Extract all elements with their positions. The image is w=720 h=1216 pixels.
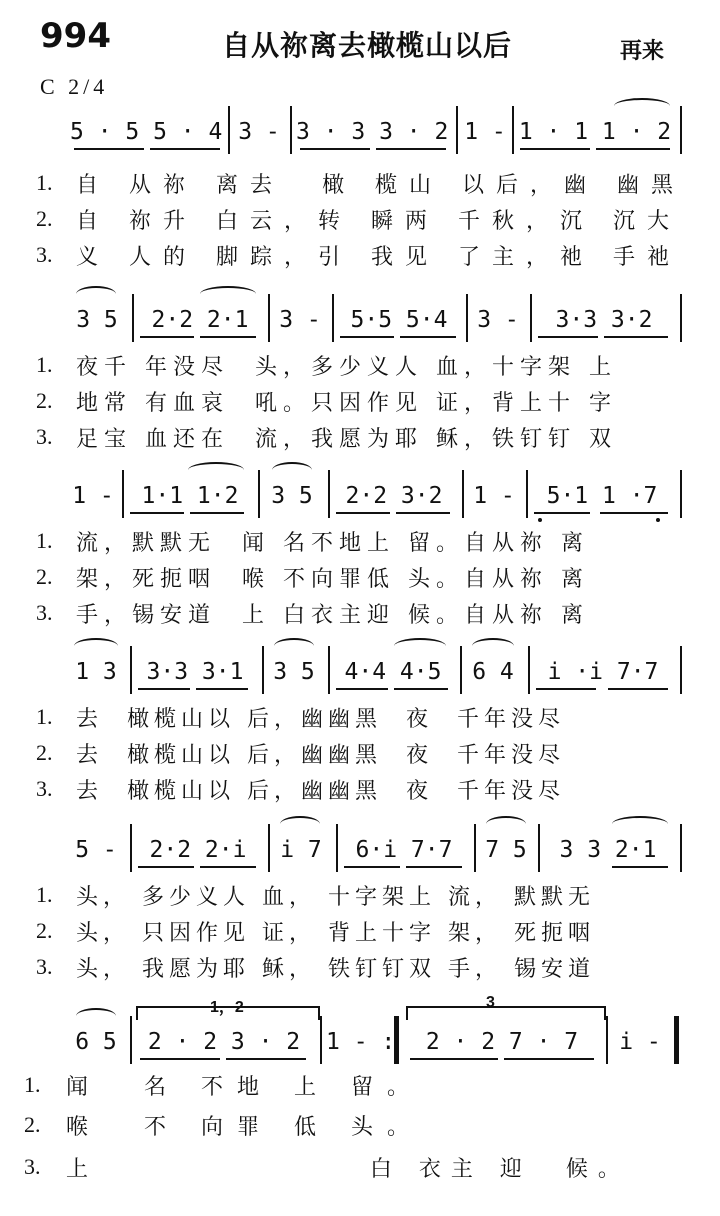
measure: i - bbox=[619, 1029, 661, 1055]
lyric-line bbox=[0, 1152, 720, 1188]
lyric-text: 自 祢升 白云，转 瞬两 千秋，沉 沉大 bbox=[76, 209, 681, 234]
verse-number: 2. bbox=[36, 564, 53, 589]
measure: 3 - bbox=[238, 119, 280, 145]
notation-staff bbox=[0, 468, 720, 524]
beam bbox=[410, 1058, 498, 1060]
beam bbox=[396, 512, 450, 514]
beam bbox=[190, 512, 244, 514]
measure: 2 · 2 7 · 7 bbox=[425, 1029, 579, 1055]
measure: 3 - bbox=[477, 307, 519, 333]
lyric-line bbox=[0, 562, 720, 598]
beam bbox=[140, 1058, 220, 1060]
lower-octave-dot bbox=[656, 518, 660, 522]
lyric-line bbox=[0, 702, 720, 738]
verse-number: 3. bbox=[36, 242, 53, 267]
lyric-text: 架，死扼咽 喉 不向罪低 头。自从祢 离 bbox=[76, 567, 589, 592]
slur bbox=[272, 462, 312, 478]
lyric-line bbox=[0, 422, 720, 458]
verse-number: 2. bbox=[36, 206, 53, 231]
measure: 3 - bbox=[279, 307, 321, 333]
beam bbox=[140, 336, 194, 338]
lyric-line bbox=[0, 240, 720, 276]
barline bbox=[680, 106, 682, 154]
barline bbox=[528, 646, 530, 694]
hymn-number: 994 bbox=[40, 16, 111, 56]
beam bbox=[536, 688, 596, 690]
lyric-text: 上 白 衣主 迎 候。 bbox=[66, 1157, 630, 1182]
notation-staff bbox=[0, 994, 720, 1070]
barline bbox=[530, 294, 532, 342]
lyric-line bbox=[0, 1110, 720, 1146]
volta-label: 1，2 bbox=[210, 999, 244, 1016]
measure: 3 5 bbox=[273, 659, 315, 685]
lyric-line bbox=[0, 526, 720, 562]
lyric-text: 地常 有血哀 吼。只因作见 证，背上十 字 bbox=[76, 391, 617, 416]
beam bbox=[612, 866, 668, 868]
measure: 1 3 bbox=[75, 659, 117, 685]
beam bbox=[336, 688, 388, 690]
lyric-text: 自 从祢 离去 橄 榄山 以后，幽 幽黑 bbox=[76, 173, 685, 198]
barline bbox=[132, 294, 134, 342]
measure: 6 5 bbox=[75, 1029, 117, 1055]
lyric-text: 去 橄榄山以 后，幽幽黑 夜 千年没尽 bbox=[76, 743, 565, 768]
barline bbox=[228, 106, 230, 154]
verse-number: 3. bbox=[36, 600, 53, 625]
measure: 1 - bbox=[473, 483, 515, 509]
final-barline bbox=[674, 1016, 679, 1064]
lyric-text: 闻 名 不地 上 留。 bbox=[66, 1075, 423, 1100]
verse-number: 2. bbox=[36, 918, 53, 943]
verse-number: 2. bbox=[36, 388, 53, 413]
volta-label: 3 bbox=[486, 994, 495, 1011]
measure: 3·3 3·2 bbox=[555, 307, 653, 333]
verse-number: 1. bbox=[24, 1072, 41, 1097]
beam bbox=[608, 688, 668, 690]
barline bbox=[680, 646, 682, 694]
barline bbox=[462, 470, 464, 518]
beam bbox=[74, 148, 144, 150]
beam bbox=[534, 512, 590, 514]
barline bbox=[328, 646, 330, 694]
verse-number: 1. bbox=[36, 882, 53, 907]
beam bbox=[520, 148, 590, 150]
measure: 5·5 5·4 bbox=[350, 307, 448, 333]
lyric-line bbox=[0, 386, 720, 422]
measure: 2·2 2·1 bbox=[151, 307, 249, 333]
volta-bracket bbox=[136, 999, 320, 1020]
slur bbox=[76, 286, 116, 302]
volta-bracket bbox=[406, 994, 606, 1020]
beam bbox=[196, 688, 248, 690]
beam bbox=[504, 1058, 594, 1060]
verse-number: 1. bbox=[36, 170, 53, 195]
barline bbox=[680, 470, 682, 518]
measure: 1 - bbox=[72, 483, 114, 509]
measure: 1 · 1 1 · 2 bbox=[518, 119, 672, 145]
barline bbox=[474, 824, 476, 872]
beam bbox=[394, 688, 448, 690]
barline bbox=[130, 824, 132, 872]
repeat-barline bbox=[394, 1016, 399, 1064]
verse-number: 3. bbox=[36, 954, 53, 979]
beam bbox=[226, 1058, 306, 1060]
beam bbox=[538, 336, 598, 338]
slur bbox=[74, 638, 118, 654]
hymn-title: 自从祢离去橄榄山以后 bbox=[222, 29, 513, 62]
measure: 7 5 bbox=[485, 837, 527, 863]
verse-number: 3. bbox=[36, 424, 53, 449]
lyric-text: 足宝 血还在 流，我愿为耶 稣，铁钉钉 双 bbox=[76, 427, 617, 452]
lyric-text: 手，锡安道 上 白衣主迎 候。自从祢 离 bbox=[76, 603, 589, 628]
measure: 1 - bbox=[464, 119, 506, 145]
measure: 3 · 3 3 · 2 bbox=[296, 119, 449, 145]
slur bbox=[188, 462, 244, 478]
hymn-author: 再来 bbox=[620, 39, 665, 64]
verse-number: 3. bbox=[24, 1154, 41, 1179]
barline bbox=[538, 824, 540, 872]
key-signature: C 2/4 bbox=[40, 74, 109, 99]
barline bbox=[332, 294, 334, 342]
barline bbox=[512, 106, 514, 154]
beam bbox=[138, 688, 190, 690]
measure: 6 4 bbox=[472, 659, 514, 685]
barline bbox=[466, 294, 468, 342]
barline bbox=[130, 1016, 132, 1064]
lyric-line bbox=[0, 204, 720, 240]
beam bbox=[200, 336, 256, 338]
notation-staff bbox=[0, 292, 720, 348]
lyric-line bbox=[0, 598, 720, 634]
measure: 1 - : bbox=[326, 1029, 396, 1055]
verse-number: 1. bbox=[36, 352, 53, 377]
barline bbox=[456, 106, 458, 154]
verse-number: 2. bbox=[24, 1112, 41, 1137]
barline bbox=[268, 824, 270, 872]
barline bbox=[130, 646, 132, 694]
lyric-line bbox=[0, 774, 720, 810]
barline bbox=[680, 294, 682, 342]
lyric-text: 去 橄榄山以 后，幽幽黑 夜 千年没尽 bbox=[76, 707, 565, 732]
slur bbox=[200, 286, 256, 302]
beam bbox=[150, 148, 220, 150]
barline bbox=[606, 1016, 608, 1064]
verse-number: 1. bbox=[36, 704, 53, 729]
measure: 5·1 1 ·7 bbox=[546, 483, 658, 509]
barline bbox=[526, 470, 528, 518]
slur bbox=[612, 816, 668, 832]
notation-staff bbox=[0, 104, 720, 160]
verse-number: 3. bbox=[36, 776, 53, 801]
lyric-line bbox=[0, 738, 720, 774]
slur bbox=[274, 638, 314, 654]
slur bbox=[486, 816, 526, 832]
barline bbox=[460, 646, 462, 694]
measure: 5 - bbox=[75, 837, 117, 863]
measure: 3·3 3·1 bbox=[146, 659, 244, 685]
beam bbox=[344, 866, 400, 868]
lyric-text: 喉 不 向罪 低 头。 bbox=[66, 1115, 423, 1140]
measure: 5 · 5 5 · 4 bbox=[70, 119, 223, 145]
lyric-text: 头， 只因作见 证， 背上十字 架， 死扼咽 bbox=[76, 921, 595, 946]
barline bbox=[258, 470, 260, 518]
beam bbox=[340, 336, 394, 338]
barline bbox=[290, 106, 292, 154]
lyric-line bbox=[0, 168, 720, 204]
beam bbox=[400, 336, 456, 338]
lyric-text: 流，默默无 闻 名不地上 留。自从祢 离 bbox=[76, 531, 589, 556]
verse-number: 1. bbox=[36, 528, 53, 553]
beam bbox=[300, 148, 370, 150]
verse-number: 2. bbox=[36, 740, 53, 765]
lyric-text: 去 橄榄山以 后，幽幽黑 夜 千年没尽 bbox=[76, 779, 565, 804]
barline bbox=[268, 294, 270, 342]
lyric-line bbox=[0, 350, 720, 386]
measure: 6·i 7·7 bbox=[355, 837, 453, 863]
beam bbox=[130, 512, 184, 514]
lyric-text: 头， 多少义人 血， 十字架上 流， 默默无 bbox=[76, 885, 595, 910]
measure: i 7 bbox=[280, 837, 322, 863]
barline bbox=[680, 824, 682, 872]
measure: 2·2 2·i bbox=[149, 837, 247, 863]
lyric-line bbox=[0, 880, 720, 916]
slur bbox=[76, 1008, 116, 1024]
notation-staff bbox=[0, 822, 720, 878]
measure: 2·2 3·2 bbox=[345, 483, 443, 509]
measure: 3 5 bbox=[271, 483, 313, 509]
beam bbox=[604, 336, 668, 338]
barline bbox=[336, 824, 338, 872]
measure: 3 5 bbox=[76, 307, 118, 333]
slur bbox=[394, 638, 446, 654]
measure: 4·4 4·5 bbox=[344, 659, 442, 685]
beam bbox=[336, 512, 390, 514]
measure: 3 3 2·1 bbox=[559, 837, 657, 863]
lyric-line bbox=[0, 952, 720, 988]
measure: 1·1 1·2 bbox=[141, 483, 239, 509]
lower-octave-dot bbox=[538, 518, 542, 522]
lyric-text: 义 人的 脚踪，引 我见 了主，祂 手祂 bbox=[76, 245, 681, 270]
beam bbox=[200, 866, 256, 868]
lyric-line bbox=[0, 916, 720, 952]
beam bbox=[376, 148, 446, 150]
beam bbox=[138, 866, 194, 868]
slur bbox=[472, 638, 514, 654]
measure: i ·i 7·7 bbox=[547, 659, 659, 685]
beam bbox=[600, 512, 668, 514]
beam bbox=[596, 148, 670, 150]
notation-staff bbox=[0, 644, 720, 700]
lyric-line bbox=[0, 1070, 720, 1106]
measure: 2 · 2 3 · 2 bbox=[147, 1029, 301, 1055]
barline bbox=[262, 646, 264, 694]
barline bbox=[122, 470, 124, 518]
beam bbox=[406, 866, 462, 868]
lyric-text: 夜千 年没尽 头，多少义人 血，十字架 上 bbox=[76, 355, 617, 380]
barline bbox=[320, 1016, 322, 1064]
lyric-text: 头， 我愿为耶 稣， 铁钉钉双 手， 锡安道 bbox=[76, 957, 595, 982]
slur bbox=[280, 816, 320, 832]
barline bbox=[328, 470, 330, 518]
slur bbox=[614, 98, 670, 114]
